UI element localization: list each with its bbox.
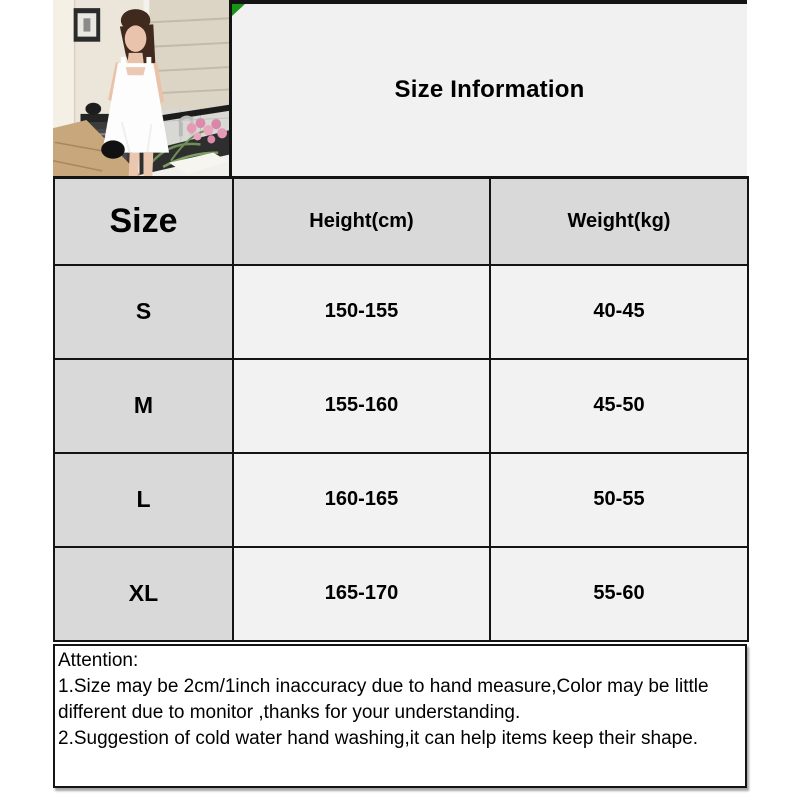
weight-value: 40-45 — [490, 265, 748, 359]
table-row — [54, 547, 748, 641]
column-header-height: Height(cm) — [233, 178, 490, 265]
height-value: 155-160 — [233, 359, 490, 453]
page-title: Size Information — [394, 76, 585, 103]
size-label: L — [54, 453, 233, 547]
header-row — [53, 0, 747, 176]
size-information-header — [232, 0, 747, 176]
attention-note-box — [53, 644, 747, 788]
table-row — [54, 265, 748, 359]
attention-note-1: 1.Size may be 2cm/1inch inaccuracy due to hand measure,Color may be little different due to monitor ,thanks for your understanding. — [58, 675, 709, 723]
column-header-weight: Weight(kg) — [490, 178, 748, 265]
size-chart-content — [53, 0, 747, 788]
size-table — [53, 176, 749, 642]
attention-note-2: 2.Suggestion of cold water hand washing,it can help items keep their shape. — [58, 727, 699, 749]
size-table-header-row — [54, 178, 748, 265]
table-row — [54, 453, 748, 547]
product-photo — [53, 0, 232, 176]
height-value: 160-165 — [233, 453, 490, 547]
size-label: XL — [54, 547, 233, 641]
size-label: S — [54, 265, 233, 359]
weight-value: 55-60 — [490, 547, 748, 641]
table-row — [54, 359, 748, 453]
weight-value: 45-50 — [490, 359, 748, 453]
column-header-size: Size — [54, 178, 233, 265]
height-value: 150-155 — [233, 265, 490, 359]
attention-heading: Attention: — [58, 649, 139, 671]
green-corner-icon — [232, 4, 245, 16]
size-label: M — [54, 359, 233, 453]
product-photo-illustration — [53, 0, 229, 176]
height-value: 165-170 — [233, 547, 490, 641]
weight-value: 50-55 — [490, 453, 748, 547]
